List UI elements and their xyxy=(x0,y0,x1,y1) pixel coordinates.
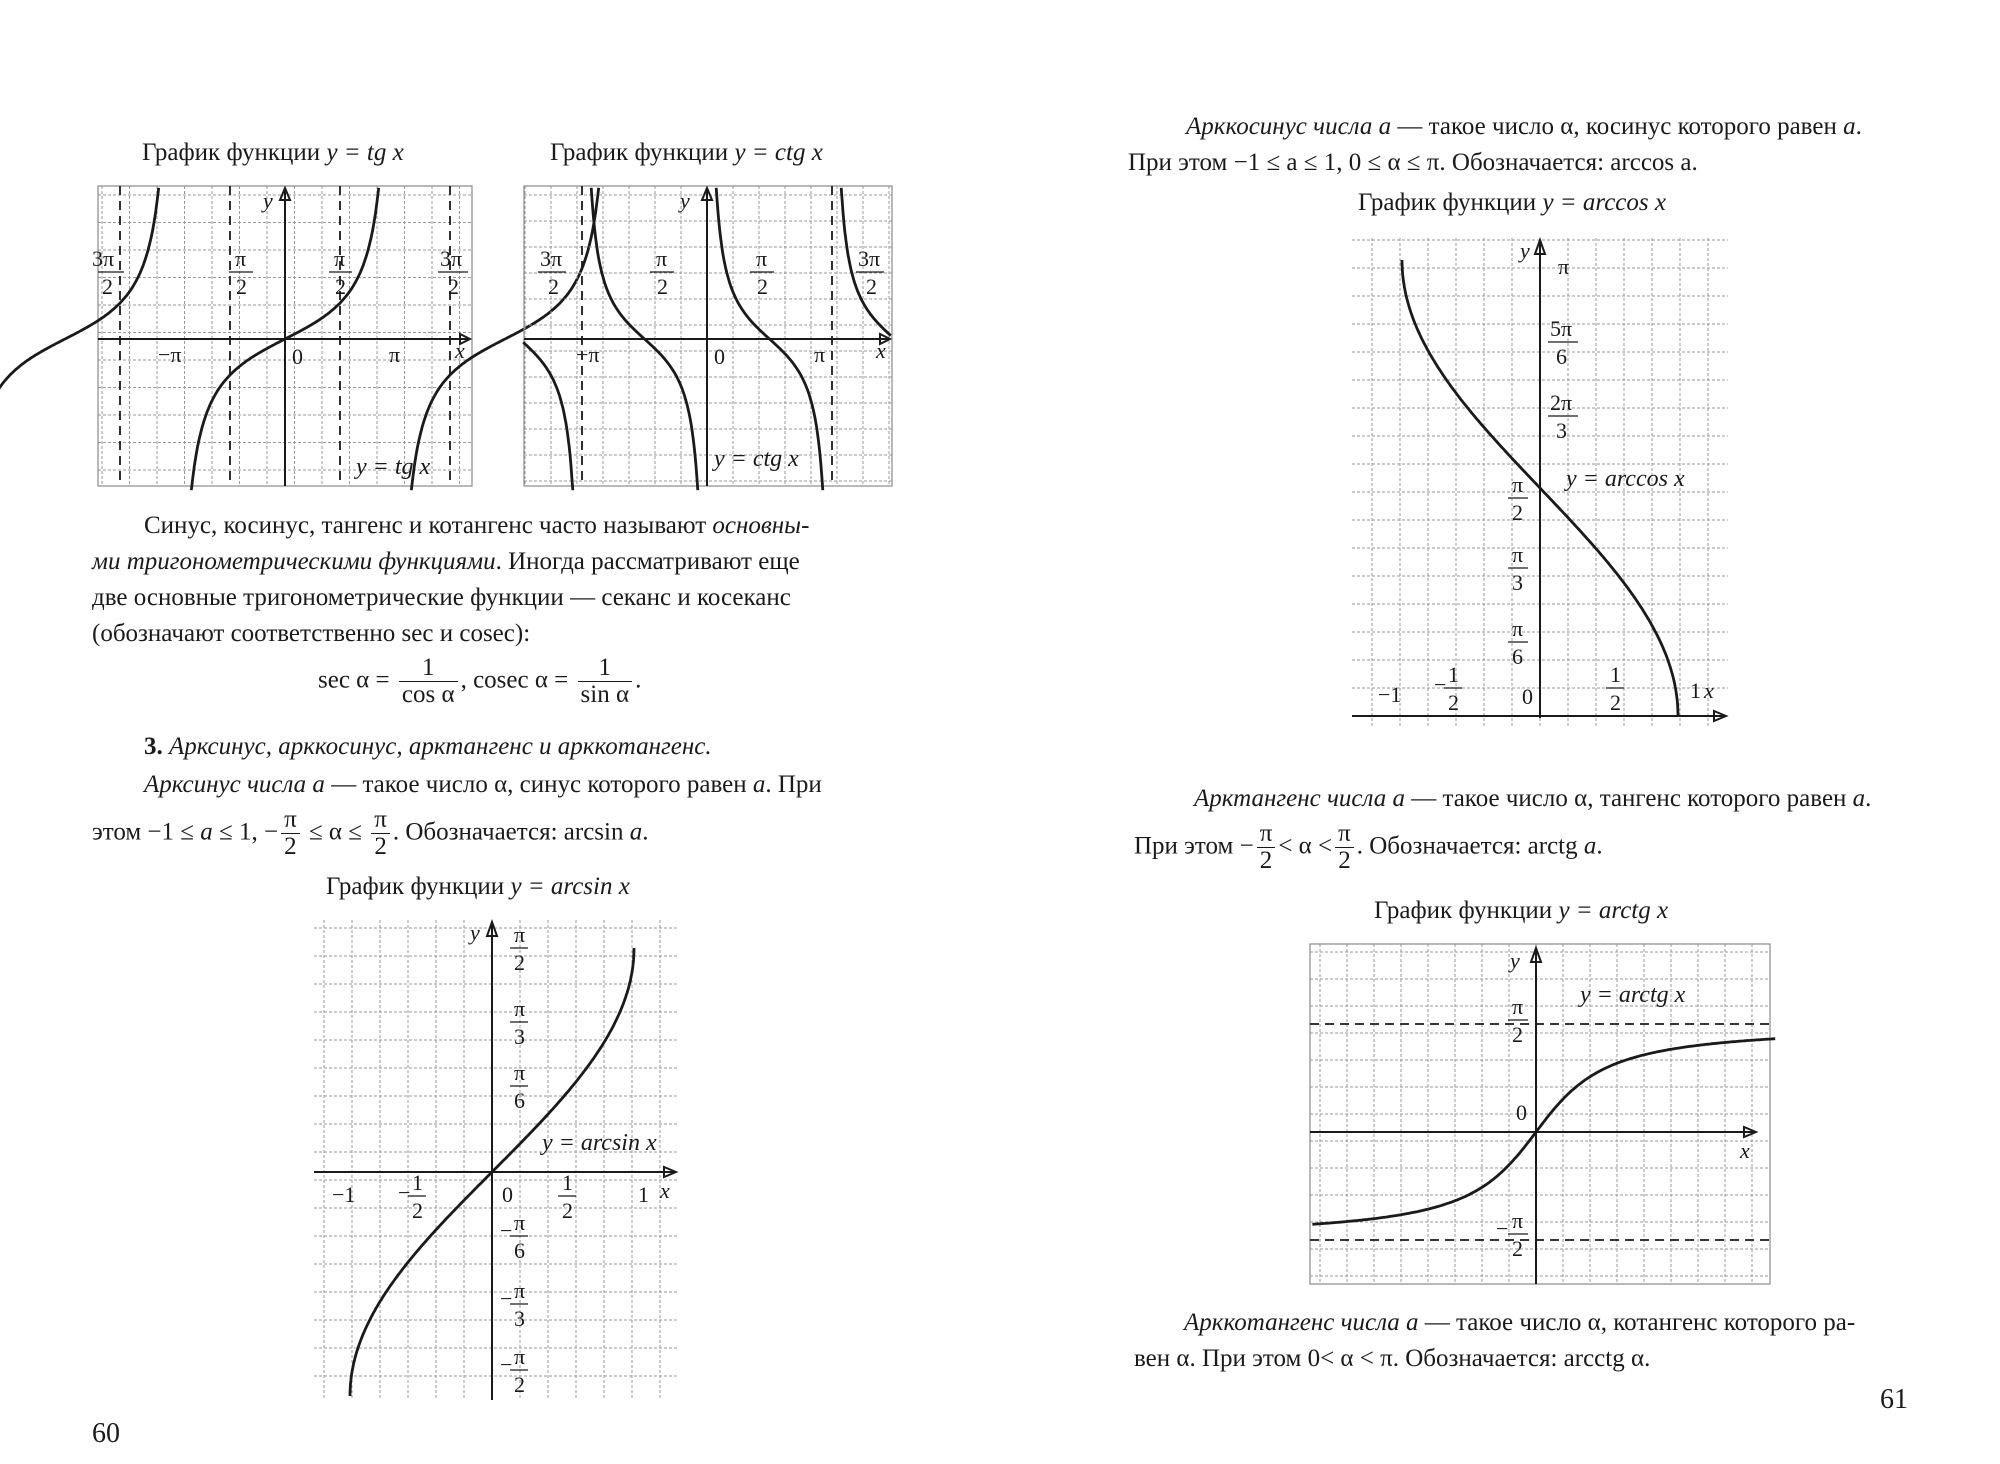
svg-text:π: π xyxy=(235,246,247,271)
arcsin-tick-mhalf xyxy=(398,1170,426,1223)
arctg-tick-pi2 xyxy=(1508,994,1528,1047)
arccos-x-label: x xyxy=(1704,678,1714,703)
svg-text:2π: 2π xyxy=(1550,390,1573,415)
ctg-graph xyxy=(524,186,892,486)
svg-text:3π: 3π xyxy=(92,246,115,271)
svg-text:π: π xyxy=(514,1210,526,1235)
page-number-right: 61 xyxy=(1880,1384,1908,1415)
arcctg-definition-line1: Арккотангенс числа a — такое число α, котангенс которого ра- xyxy=(1184,1309,1856,1336)
svg-text:−: − xyxy=(1434,672,1447,697)
arccos-tick-pi3 xyxy=(1508,542,1528,595)
svg-text:2: 2 xyxy=(1512,1022,1523,1047)
arcsin-tick-pi2 xyxy=(510,922,528,975)
arccos-origin: 0 xyxy=(1522,684,1533,709)
svg-text:π: π xyxy=(514,922,526,947)
svg-text:π: π xyxy=(1512,994,1524,1019)
svg-text:2: 2 xyxy=(412,1198,423,1223)
tg-caption: График функции y = tg x xyxy=(142,139,404,166)
arcsin-tick-mpi3 xyxy=(500,1278,528,1331)
ctg-tick-neg-3pi-2 xyxy=(538,246,566,299)
arctg-definition-line1: Арктангенс числа a — такое число α, тангенс которого равен a. xyxy=(1194,785,1872,812)
arccos-tick-m1: −1 xyxy=(1378,682,1402,707)
svg-text:2: 2 xyxy=(657,274,668,299)
ctg-tick-neg-pi-2 xyxy=(650,246,674,299)
svg-text:2: 2 xyxy=(1448,690,1459,715)
svg-text:3: 3 xyxy=(1556,418,1567,443)
arccos-caption: График функции y = arccos x xyxy=(1358,189,1666,216)
arcsin-tick-m1: −1 xyxy=(332,1182,356,1207)
svg-text:2: 2 xyxy=(866,274,877,299)
ctg-y-label: y xyxy=(680,188,690,213)
svg-text:2: 2 xyxy=(757,274,768,299)
svg-text:2: 2 xyxy=(236,274,247,299)
svg-text:π: π xyxy=(514,996,526,1021)
ctg-tick-3pi-2 xyxy=(856,246,884,299)
arcsin-definition-line1: Арксинус числа a — такое число α, синус которого равен a. При xyxy=(144,771,822,798)
svg-text:5π: 5π xyxy=(1550,316,1573,341)
arccos-tick-pi: π xyxy=(1558,254,1570,279)
ctg-tick-pi: π xyxy=(814,342,826,367)
tg-y-label: y xyxy=(263,188,273,213)
svg-text:3π: 3π xyxy=(440,246,463,271)
tg-tick-neg-pi-2 xyxy=(229,246,253,299)
svg-text:−: − xyxy=(500,1218,513,1243)
svg-text:3π: 3π xyxy=(540,246,563,271)
tg-x-label: x xyxy=(455,338,465,363)
svg-text:π: π xyxy=(514,1278,526,1303)
svg-text:π: π xyxy=(514,1060,526,1085)
arcsin-caption: График функции y = arcsin x xyxy=(326,873,630,900)
arcsin-origin: 0 xyxy=(502,1182,513,1207)
arctg-curve-label: y = arctg x xyxy=(1580,982,1686,1008)
svg-text:1: 1 xyxy=(412,1170,423,1195)
svg-text:6: 6 xyxy=(1556,344,1567,369)
arctg-caption: График функции y = arctg x xyxy=(1374,897,1669,924)
svg-text:π: π xyxy=(1512,1208,1524,1233)
arccos-definition-line1: Арккосинус числа a — такое число α, косинус которого равен a. xyxy=(1186,113,1862,140)
ctg-tick-neg-pi: −π xyxy=(576,342,600,367)
tg-tick-3pi-2 xyxy=(438,246,468,299)
arctg-x-label: x xyxy=(1740,1138,1750,1163)
svg-text:6: 6 xyxy=(1512,644,1523,669)
svg-text:−: − xyxy=(398,1180,411,1205)
svg-text:−: − xyxy=(500,1352,513,1377)
svg-text:2: 2 xyxy=(562,1198,573,1223)
arccos-graph xyxy=(1352,238,1728,728)
page-number-left: 60 xyxy=(92,1418,120,1449)
svg-text:2: 2 xyxy=(102,274,113,299)
svg-text:6: 6 xyxy=(514,1088,525,1113)
ctg-caption: График функции y = ctg x xyxy=(550,139,823,166)
arcctg-definition-line2: вен α. При этом 0< α < π. Обозначается: arcctg α. xyxy=(1134,1345,1651,1372)
svg-text:−: − xyxy=(1496,1216,1509,1241)
arcsin-tick-1: 1 xyxy=(638,1182,649,1207)
arccos-tick-pi2 xyxy=(1508,472,1528,525)
sec-cosec-formula: sec α = $\frac{1}{\text{cos α}}$ , cosec α = $\frac{1}{\text{sin α}}$ . xyxy=(318,654,642,708)
tg-graph xyxy=(92,186,472,486)
intro-paragraph: Синус, косинус, тангенс и котангенс часто называют основны- ми тригонометрическими функциями. Иногда рассматривают еще две основные тригонометрические функции — секанс и косеканс (обозначают соответственно sec и cosec): xyxy=(92,512,810,647)
arctg-graph xyxy=(1310,944,1770,1284)
svg-text:2: 2 xyxy=(448,274,459,299)
arccos-tick-pi23 xyxy=(1548,390,1578,443)
ctg-origin: 0 xyxy=(714,344,725,369)
tg-origin: 0 xyxy=(292,344,303,369)
svg-text:3: 3 xyxy=(514,1306,525,1331)
arctg-grid xyxy=(1310,944,1770,1284)
svg-text:1: 1 xyxy=(1448,662,1459,687)
svg-text:π: π xyxy=(656,246,668,271)
svg-text:2: 2 xyxy=(1610,690,1621,715)
tg-tick-pi: π xyxy=(389,342,401,367)
svg-text:2: 2 xyxy=(548,274,559,299)
svg-text:π: π xyxy=(756,246,768,271)
svg-text:2: 2 xyxy=(514,1372,525,1397)
arccos-tick-half xyxy=(1606,662,1624,715)
arctg-definition-line2: При этом − $\frac{\pi}{2}$ < α < $\frac{\pi}{2}$ . Обозначается: arctg a. xyxy=(1134,820,1603,874)
ctg-branch xyxy=(523,342,573,490)
svg-text:π: π xyxy=(1512,472,1524,497)
tg-tick-neg-pi: −π xyxy=(158,342,182,367)
arcsin-x-label: x xyxy=(660,1178,670,1203)
right-page xyxy=(1000,0,2000,1464)
svg-text:2: 2 xyxy=(1512,1236,1523,1261)
svg-text:1: 1 xyxy=(1610,662,1621,687)
svg-text:−: − xyxy=(500,1286,513,1311)
svg-text:6: 6 xyxy=(514,1238,525,1263)
svg-text:2: 2 xyxy=(514,950,525,975)
ctg-x-label: x xyxy=(876,338,886,363)
svg-text:3: 3 xyxy=(1512,570,1523,595)
arccos-tick-mhalf xyxy=(1434,662,1462,715)
arcsin-graph xyxy=(314,920,678,1400)
arccos-tick-pi6 xyxy=(1508,616,1528,669)
tg-curve-label: y = tg x xyxy=(356,454,431,480)
arctg-tick-mpi2 xyxy=(1496,1208,1528,1261)
ctg-tick-pi-2 xyxy=(750,246,774,299)
arcsin-definition-line2: этом −1 ≤ a ≤ 1, − $\frac{\pi}{2}$ ≤ α ≤ $\frac{\pi}{2}$ . Обозначается: arcsin a. xyxy=(92,806,649,860)
ctg-curve-label: y = ctg x xyxy=(714,446,799,472)
svg-text:π: π xyxy=(334,246,346,271)
svg-text:π: π xyxy=(1512,616,1524,641)
svg-text:π: π xyxy=(514,1344,526,1369)
arcsin-tick-pi3 xyxy=(510,996,528,1049)
arcsin-tick-mpi2 xyxy=(500,1344,528,1397)
arcsin-y-label: y xyxy=(470,920,480,945)
arcsin-tick-mpi6 xyxy=(500,1210,528,1263)
arccos-definition-line2: При этом −1 ≤ a ≤ 1, 0 ≤ α ≤ π. Обозначается: arccos a. xyxy=(1128,149,1698,176)
svg-text:2: 2 xyxy=(335,274,346,299)
arccos-curve-label: y = arccos x xyxy=(1566,466,1685,492)
arctg-origin: 0 xyxy=(1516,1100,1527,1125)
arctg-y-label: y xyxy=(1510,948,1520,973)
arccos-tick-1: 1 xyxy=(1690,678,1701,703)
section-3-heading: 3. Арксинус, арккосинус, арктангенс и арккотангенс. xyxy=(144,733,712,760)
svg-text:3: 3 xyxy=(514,1024,525,1049)
arcsin-grid xyxy=(314,920,678,1400)
svg-text:3π: 3π xyxy=(858,246,881,271)
arccos-y-label: y xyxy=(1520,238,1530,263)
arcsin-curve-label: y = arcsin x xyxy=(542,1130,657,1156)
svg-text:π: π xyxy=(1512,542,1524,567)
svg-text:1: 1 xyxy=(562,1170,573,1195)
svg-text:2: 2 xyxy=(1512,500,1523,525)
arcsin-tick-half xyxy=(558,1170,576,1223)
